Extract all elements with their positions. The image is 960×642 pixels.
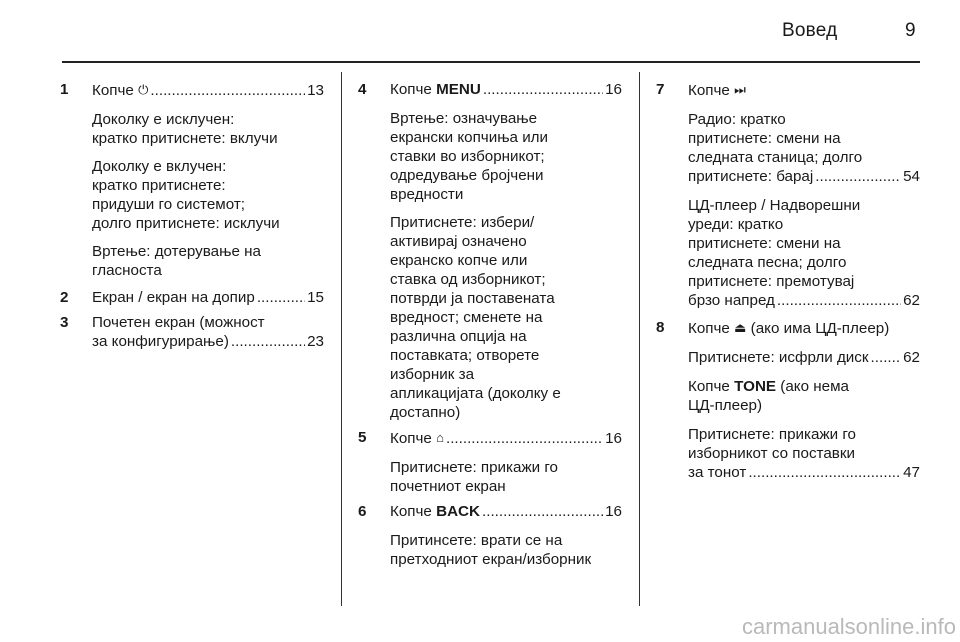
description: Вртење: означување екрански копчиња или ставки во изборникот; одредување бројчени вредности	[390, 110, 549, 203]
page-title: Вовед	[782, 20, 838, 41]
toc-line[interactable]: притиснете: барај ..... 54	[688, 167, 920, 186]
description: Притинсете: врати се на претходниот екран/изборник	[390, 532, 592, 568]
page-ref[interactable]: 54	[903, 168, 920, 185]
button-name: MENU	[436, 81, 481, 98]
entry-number: 4	[358, 81, 367, 98]
column-1	[60, 80, 324, 351]
leader-dots	[871, 348, 902, 367]
description: Вртење: дотерување на гласноста	[92, 243, 261, 279]
toc-line[interactable]: за конфигурирање) ..... 23	[92, 332, 324, 351]
entry-3: 3 Почетен екран (можност за конфигурирање) ..... 23	[60, 313, 324, 351]
description: Притиснете: прикажи го почетниот екран	[390, 459, 558, 495]
entry-7: 7 Копче ⏭ Радио: кратко притиснете: смени на следната станица; долго притиснете: барај ..... 54 ЦД-плеер / Надворешни уреди: кратко притиснете: смени на следната песна; долго притиснете: премотувај брзо напред ..... 62	[656, 80, 920, 310]
toc-line[interactable]: Копче MENU ..... 16	[390, 80, 622, 99]
column-3	[656, 80, 920, 482]
leader-dots	[150, 81, 305, 100]
page-ref[interactable]: 62	[903, 349, 920, 366]
page-ref[interactable]: 62	[903, 292, 920, 309]
page-ref[interactable]: 16	[605, 430, 622, 447]
leader-dots	[815, 167, 901, 186]
column-divider-1	[341, 72, 342, 606]
description: Радио: кратко притиснете: смени на следната станица; долго	[688, 111, 863, 166]
entry-number: 2	[60, 289, 69, 306]
entry-number: 6	[358, 503, 367, 520]
leader-dots	[748, 463, 901, 482]
entry-number: 8	[656, 319, 665, 336]
column-2	[358, 80, 622, 569]
entry-number: 1	[60, 81, 69, 98]
toc-line[interactable]: за тонот ..... 47	[688, 463, 920, 482]
entry-5	[358, 428, 622, 496]
skip-forward-icon: ⏭	[734, 82, 746, 97]
toc-line[interactable]: Притиснете: исфрли диск ..... 62	[688, 348, 920, 367]
entry-1	[60, 80, 324, 280]
toc-line[interactable]: Екран / екран на допир ..... 15	[92, 288, 324, 307]
watermark: carmanualsonline.info	[741, 614, 956, 639]
button-name: BACK	[436, 503, 480, 520]
leader-dots	[483, 80, 603, 99]
entry-number: 7	[656, 81, 665, 98]
button-name: TONE	[734, 378, 777, 395]
page-ref[interactable]: 47	[903, 464, 920, 481]
entry-2	[60, 288, 324, 307]
entry-8: 8 Копче ⏏ (ако има ЦД-плеер) Притиснете: исфрли диск ..... 62 Копче TONE (ако нема ЦД-плеер) Притиснете: прикажи го изборникот со поставки за тонот ..... 47	[656, 318, 920, 482]
entry-4	[358, 80, 622, 422]
leader-dots	[257, 288, 305, 307]
toc-line[interactable]: брзо напред ..... 62	[688, 291, 920, 310]
toc-line[interactable]: Копче ⏻ ..... 13	[92, 80, 324, 100]
leader-dots	[446, 429, 603, 448]
page-ref[interactable]: 23	[307, 333, 324, 350]
entry-6	[358, 502, 622, 569]
entry-number: 3	[60, 314, 69, 331]
header-divider	[62, 61, 920, 63]
eject-icon: ⏏	[734, 320, 747, 335]
description: Доколку е исклучен: кратко притиснете: вклучи	[92, 111, 278, 147]
column-divider-2	[639, 72, 640, 606]
description: ЦД-плеер / Надворешни уреди: кратко притиснете: смени на следната песна; долго притиснете: премотувај	[688, 197, 861, 290]
home-icon: ⌂	[436, 430, 444, 445]
leader-dots	[777, 291, 901, 310]
page-ref[interactable]: 15	[307, 289, 324, 306]
page-number: 9	[905, 20, 916, 41]
page-ref[interactable]: 16	[605, 503, 622, 520]
toc-line[interactable]: Копче BACK ..... 16	[390, 502, 622, 521]
leader-dots	[482, 502, 603, 521]
description: Доколку е вклучен: кратко притиснете: придуши го системот; долго притиснете: исклучи	[92, 158, 280, 232]
page-ref[interactable]: 16	[605, 81, 622, 98]
power-icon: ⏻	[138, 82, 149, 97]
description: Притиснете: прикажи го изборникот со поставки	[688, 426, 856, 462]
toc-line[interactable]: Копче ⌂ ..... 16	[390, 428, 622, 448]
description: Притиснете: избери/ активирај означено екранско копче или ставка од изборникот; потврди ја поставената вредност; сменете на различна опција на поставката; отворете изборник за апликацијата (доколку е достапно)	[390, 214, 561, 421]
entry-number: 5	[358, 429, 367, 446]
leader-dots	[231, 332, 305, 351]
page-ref[interactable]: 13	[307, 82, 324, 99]
